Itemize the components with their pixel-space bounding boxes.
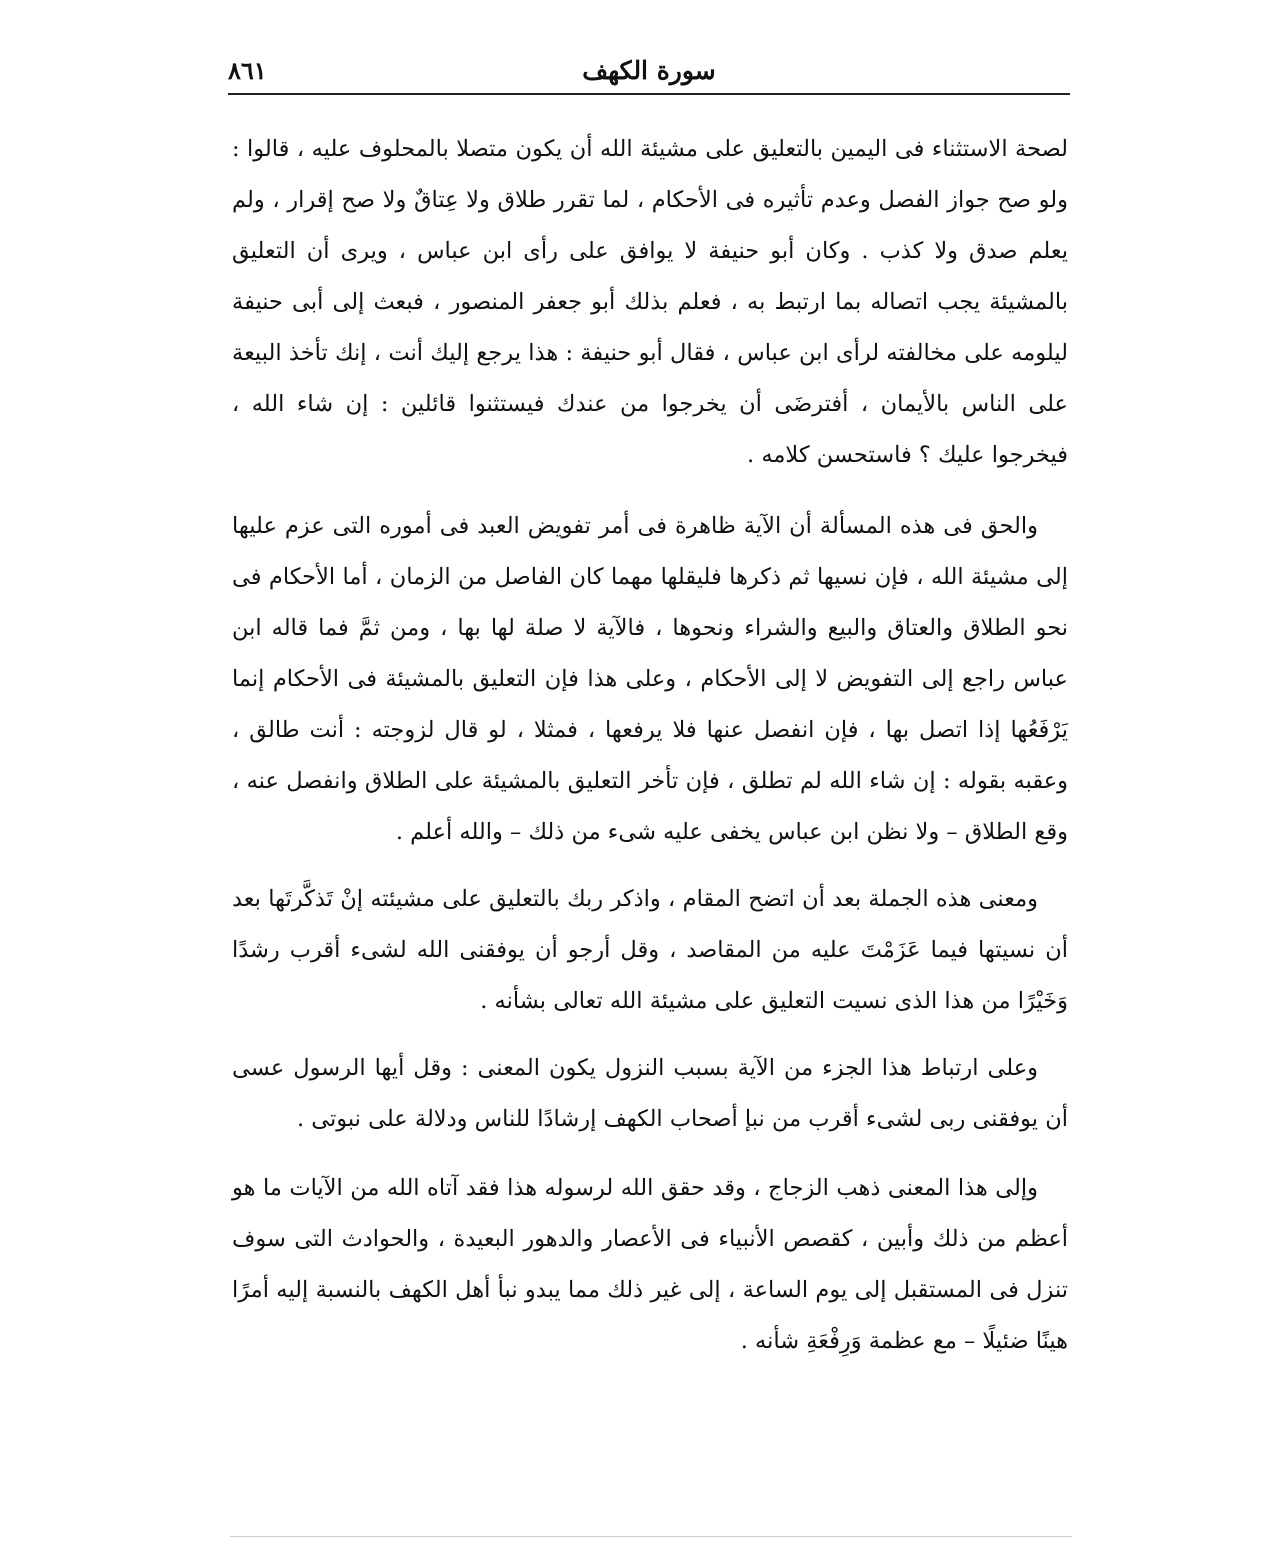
page-number: ٨٦١ [228, 56, 267, 85]
paragraph-1: لصحة الاستثناء فى اليمين بالتعليق على مشيئة الله أن يكون متصلا بالمحلوف عليه ، قالوا : ولو صح جواز الفصل وعدم تأثيره فى الأحكام ، لما تقرر طلاق ولا عِتاقٌ ولا صح إقرار ، ولم يعلم صدق ولا كذب . وكان أبو حنيفة لا يوافق على رأى ابن عباس ، ويرى أن التعليق بالمشيئة يجب اتصاله بما ارتبط به ، فعلم بذلك أبو جعفر المنصور ، فبعث إلى أبى حنيفة ليلومه على مخالفته لرأى ابن عباس ، فقال أبو حنيفة : هذا يرجع إليك أنت ، إنك تأخذ البيعة على الناس بالأيمان ، أفترضَى أن يخرجوا من عندك فيستثنوا قائلين : إن شاء الله ، فيخرجوا عليك ؟ فاستحسن كلامه . [232, 136, 1068, 468]
header-rule [228, 93, 1070, 95]
paragraph-4: وعلى ارتباط هذا الجزء من الآية بسبب النزول يكون المعنى : وقل أيها الرسول عسى أن يوفقنى ربى لشىء أقرب من نبإ أصحاب الكهف إرشادًا للناس ودلالة على نبوتى . [232, 1055, 1068, 1132]
surah-title: سورة الكهف [582, 56, 716, 85]
paragraph-3: ومعنى هذه الجملة بعد أن اتضح المقام ، واذكر ربك بالتعليق على مشيئته إنْ تَذكَّرتَها بعد أن نسيتها فيما عَزَمْتَ عليه من المقاصد ، وقل أرجو أن يوفقنى الله لشىء أقرب رشدًا وَخَيْرًا من هذا الذى نسيت التعليق على مشيئة الله تعالى بشأنه . [232, 886, 1068, 1014]
footer-rule [230, 1536, 1072, 1537]
body-text [232, 124, 1068, 1367]
page-header [228, 52, 1070, 92]
paragraph-5: وإلى هذا المعنى ذهب الزجاج ، وقد حقق الله لرسوله هذا فقد آتاه الله من الآيات ما هو أعظم من ذلك وأبين ، كقصص الأنبياء فى الأعصار والدهور البعيدة ، والحوادث التى سوف تنزل فى المستقبل إلى يوم الساعة ، إلى غير ذلك مما يبدو نبأ أهل الكهف بالنسبة إليه أمرًا هينًا ضئيلًا – مع عظمة وَرِفْعَةِ شأنه . [232, 1175, 1068, 1354]
paragraph-2: والحق فى هذه المسألة أن الآية ظاهرة فى أمر تفويض العبد فى أموره التى عزم عليها إلى مشيئة الله ، فإن نسيها ثم ذكرها فليقلها مهما كان الفاصل من الزمان ، أما الأحكام فى نحو الطلاق والعتاق والبيع والشراء ونحوها ، فالآية لا صلة لها بها ، ومن ثمَّ فما قاله ابن عباس راجع إلى التفويض لا إلى الأحكام ، وعلى هذا فإن التعليق بالمشيئة فى الأحكام إنما يَرْفَعُها إذا اتصل بها ، فإن انفصل عنها فلا يرفعها ، فمثلا ، لو قال لزوجته : أنت طالق ، وعقبه بقوله : إن شاء الله لم تطلق ، فإن تأخر التعليق بالمشيئة على الطلاق وانفصل عنه ، وقع الطلاق – ولا نظن ابن عباس يخفى عليه شىء من ذلك – والله أعلم . [232, 513, 1068, 845]
